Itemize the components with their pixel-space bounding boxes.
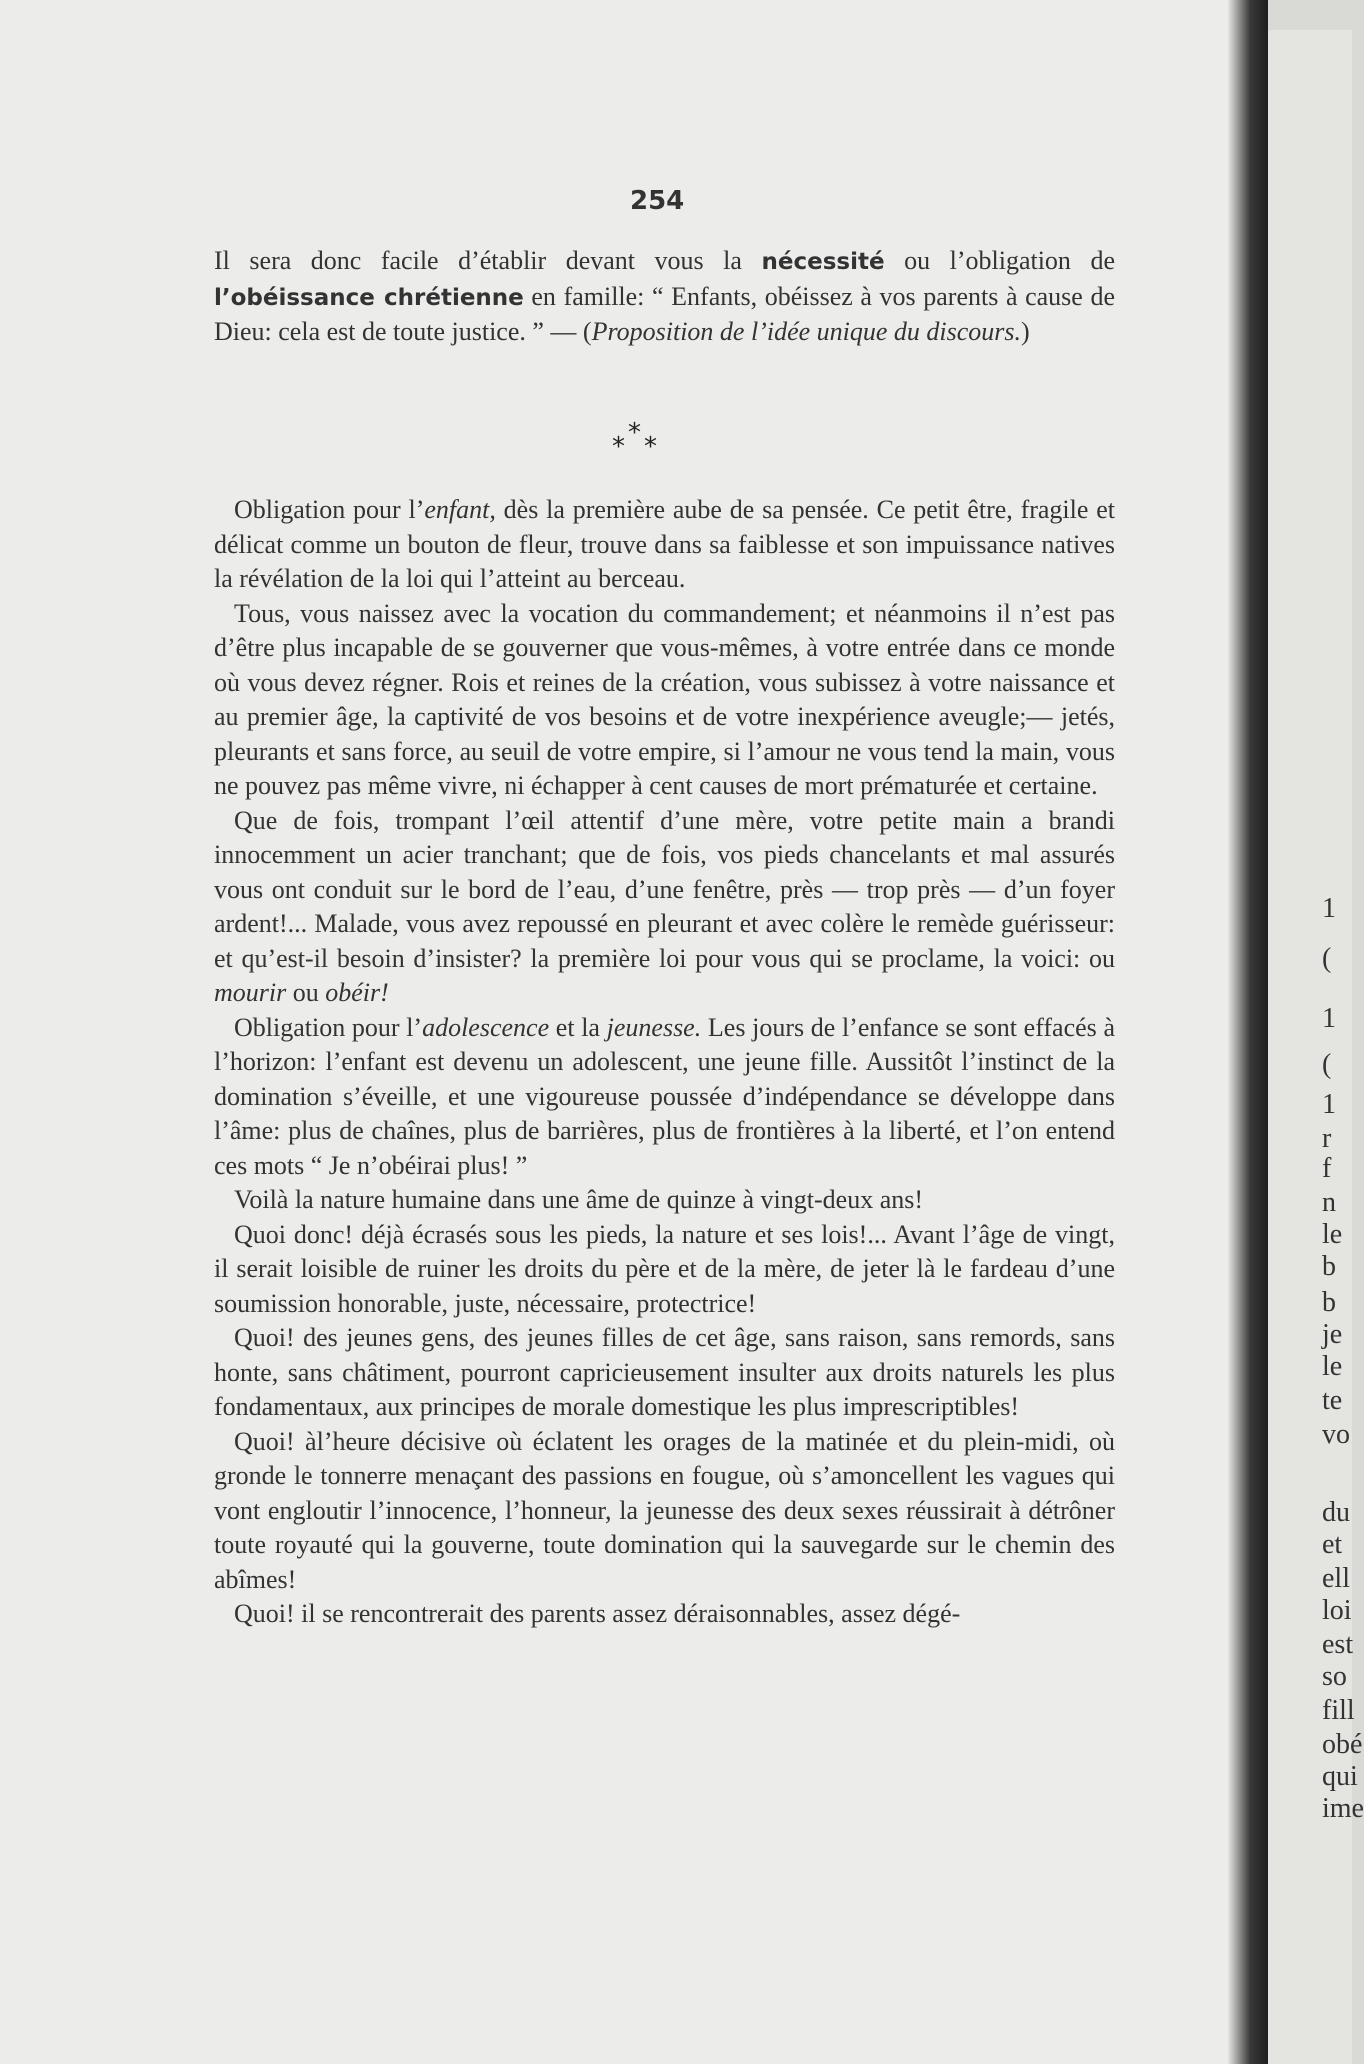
facing-page-fragment: qui [1322,1761,1358,1792]
p3-italic-mourir: mourir [214,978,287,1007]
book-gutter [1228,0,1268,2064]
facing-page-fragment: f [1322,1153,1332,1184]
p3-text-b: ou [286,978,326,1007]
p1-italic: enfant, [424,495,496,524]
paragraph-5: Voilà la nature humaine dans une âme de quinze à vingt-deux ans! [234,1185,924,1214]
bold-necessite: nécessité [761,249,885,275]
facing-page-fragment: 1 [1322,1089,1336,1120]
facing-page-fragment: 1 [1322,1003,1336,1034]
p4-text-a: Obligation pour l’ [234,1012,423,1042]
bold-obeissance: l’obéissance chrétienne [214,284,524,311]
facing-page-fragment: r [1322,1123,1332,1154]
intro-text-3: en famille: “ Enfants, obéissez à vos parents à cause de Dieu: cela est de toute justice. ” — ( [214,281,1115,346]
intro-paragraph [214,244,1115,350]
facing-page-fragment: loi [1322,1595,1352,1626]
page-number: 254 [630,186,685,216]
facing-page-fragment: ( [1322,1049,1332,1080]
facing-page-fragment: le [1322,1351,1343,1382]
paragraph-8: Quoi! àl’heure décisive où éclatent les orages de la matinée et du plein-midi, où gronde le tonnerre menaçant des passions en fougue, où s’amoncellent les vagues qui vont engloutir l’innocence, l’honneur, la jeunesse des deux sexes réussirait à détrôner toute royauté qui la gouverne, toute domination qui la sauvegarde sur le chemin des abîmes! [214,1426,1115,1594]
facing-page-fragment: vo [1322,1419,1350,1450]
facing-page-fragment: et [1322,1529,1343,1560]
asterism-star-left: * [612,432,625,462]
intro-text-4: ) [1021,317,1030,346]
paragraph-9: Quoi! il se rencontrerait des parents assez déraisonnables, assez dégé- [234,1599,961,1628]
paragraph-3 [214,804,1115,1011]
facing-page-fragment: n [1322,1187,1336,1218]
main-text [214,493,1115,1632]
facing-page-fragment: je [1322,1319,1343,1350]
intro-text [214,244,1115,350]
facing-page-fragment: le [1322,1219,1343,1250]
facing-page-fragment: 1 [1322,893,1336,924]
asterism-star-top: * [628,418,641,448]
facing-page-fragment: ime [1322,1793,1364,1824]
paragraph-7: Quoi! des jeunes gens, des jeunes filles de cet âge, sans raison, sans remords, sans honte, sans châtiment, pourront capricieusement insulter aux droits naturels les plus fondamentaux, aux principes de morale domestique les plus imprescriptibles! [214,1323,1115,1421]
paragraph-2: Tous, vous naissez avec la vocation du commandement; et néanmoins il n’est pas d’être plus incapable de se gouverner que vous-mêmes, à votre entrée dans ce monde où vous devez régner. Rois et reines de la création, vous subissez à votre naissance et au premier âge, la captivité de vos besoins et de votre inexpérience aveugle;— jetés, pleurants et sans force, au seuil de votre empire, si l’amour ne vous tend la main, vous ne pouvez pas même vivre, ni échapper à cent causes de mort prématurée et certaine. [214,598,1115,800]
p4-italic-jeunesse: jeunesse. [606,1012,702,1042]
facing-page-fragment: b [1322,1251,1336,1282]
p1-text-a: Obligation pour l’ [234,495,425,524]
facing-page-fragment: b [1322,1287,1336,1318]
facing-page-fragment: du [1322,1497,1350,1528]
asterism-star-right: * [644,432,657,462]
facing-page-fragment: ( [1322,943,1332,974]
intro-text-1: Il sera donc facile d’établir devant vous la [214,246,762,275]
facing-page-fragment: obé [1322,1729,1363,1760]
p4-italic-adolescence: adolescence [422,1012,550,1042]
paragraph-1 [214,493,1115,597]
intro-text-2: ou l’obligation de [884,246,1115,275]
facing-page-fragment: est [1322,1629,1354,1660]
p3-text-a: Que de fois, trompant l’œil attentif d’une mère, votre petite main a brandi innocemment un acier tranchant; que de fois, vos pieds chancelants et mal assurés vous ont conduit sur le bord de l’eau, d’une fenêtre, près — trop près — d’un foyer ardent!... Malade, vous avez repoussé en pleurant et avec colère le remède guérisseur: et qu’est-il besoin d’insister? la première loi pour vous qui se proclame, la voici: ou [214,805,1115,973]
facing-page-fragment: so [1322,1661,1347,1692]
intro-italic: Proposition de l’idée unique du discours. [591,317,1022,346]
p3-italic-obeir: obéir! [325,978,389,1007]
p1-text-b: dès la première aube de sa pensée. Ce petit être, fragile et délicat comme un bouton de fleur, trouve dans sa faiblesse et son impuissance natives la révélation de la loi qui l’atteint au berceau. [214,495,1115,593]
paragraph-6: Quoi donc! déjà écrasés sous les pieds, la nature et ses lois!... Avant l’âge de vingt, il serait loisible de ruiner les droits du père et de la mère, de jeter là le fardeau d’une soumission honorable, juste, nécessaire, protectrice! [214,1219,1115,1318]
p4-text-b: et la [549,1012,607,1042]
paragraph-4 [214,1011,1115,1184]
facing-page-fragment: ell [1322,1563,1350,1594]
facing-page-fragment: te [1322,1385,1343,1416]
p4-text-c: Les jours de l’enfance se sont effacés à l’horizon: l’enfant est devenu un adolescent, une jeune fille. Aussitôt l’instinct de la domination s’éveille, et une vigoureuse poussée d’indépendance se développe dans l’âme: plus de chaînes, plus de barrières, plus de frontières à la liberté, et l’on entend ces mots “ Je n’obéirai plus! ” [214,1012,1115,1180]
facing-page-fragment: fill [1322,1695,1355,1726]
